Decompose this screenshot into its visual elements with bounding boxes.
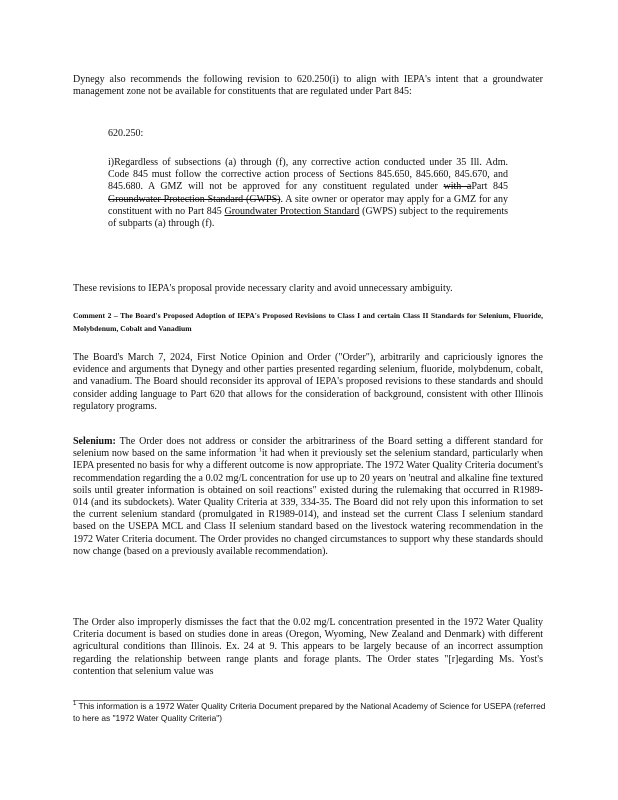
paragraph-recommendation: Dynegy also recommends the following revision to 620.250(i) to align with IEPA's intent that a groundwater management zone not be available for constituents that are regulated under Part 845: bbox=[73, 74, 543, 98]
struck-text-gwps: Groundwater Protection Standard (GWPS) bbox=[108, 193, 281, 205]
quote-text-c: . A site owner or operator may apply for a GMZ for any constituent with no Part 845 bbox=[108, 193, 508, 217]
comment-heading: Comment 2 – The Board's Proposed Adoption of IEPA's Proposed Revisions to Class I and certain Class II Standards for Selenium, Fluoride, Molybdenum, Cobalt and Vanadium bbox=[73, 311, 543, 333]
struck-text-with-a: with a bbox=[443, 181, 472, 193]
quote-section-number: 620.250: bbox=[108, 128, 144, 139]
selenium-label: Selenium: bbox=[73, 436, 116, 447]
paragraph-order-dismisses: The Order also improperly dismisses the fact that the 0.02 mg/L concentration presented in the 1972 Water Quality Criteria document is based on studies done in areas (Oregon, Wyoming, New Zealand and Denmark) with different agricultural conditions than Illinois. Ex. 24 at 9. This appears to be largely because of an incorrect assumption regarding the relationship between range plants and forage plants. The Order states "[r]egarding Ms. Yost's contention that selenium value was bbox=[73, 617, 543, 677]
selenium-text-a: The Order does not address or consider the arbitrariness of the Board setting a different standard for selenium now based on the same information bbox=[73, 436, 543, 460]
footnote-number: 1 bbox=[73, 701, 77, 708]
underlined-text-gwps: Groundwater Protection Standard bbox=[224, 205, 360, 217]
quote-text-d: (GWPS) subject to the requirements of subparts (a) through (f). bbox=[108, 205, 509, 230]
quoted-revision-text bbox=[108, 157, 508, 230]
footnote-reference: 1 bbox=[258, 447, 262, 454]
paragraph-clarity: These revisions to IEPA's proposal provide necessary clarity and avoid unnecessary ambiguity. bbox=[73, 283, 453, 294]
footnote-text: This information is a 1972 Water Quality Criteria Document prepared by the National Academy of Science for USEPA (referred to here as "1972 Water Quality Criteria") bbox=[73, 701, 546, 723]
quote-text-b: Part 845 bbox=[471, 181, 509, 193]
paragraph-board-order: The Board's March 7, 2024, First Notice Opinion and Order ("Order"), arbitrarily and capriciously ignores the evidence and arguments that Dynegy and other parties presented regarding selenium, fluoride, molybdenum, cobalt, and vanadium. The Board should reconsider its approval of IEPA's proposed revisions to these standards and should consider adding language to Part 620 that allows for the consideration of background, consistent with other Illinois regulatory programs. bbox=[73, 352, 543, 412]
footnote bbox=[73, 701, 553, 724]
quote-text-a: i)Regardless of subsections (a) through (f), any corrective action conducted under 35 Ill. Adm. Code 845 must follow the corrective action process of Sections 845.650, 845.660, 845.670, and 845.680. A GMZ will not be approved for any constituent regulated under bbox=[108, 157, 508, 193]
paragraph-selenium bbox=[73, 436, 543, 558]
selenium-text-b: it had when it previously set the selenium standard, particularly when IEPA presented no basis for why a different outcome is now appropriate. The 1972 Water Quality Criteria document's recommendation regarding the a 0.02 mg/L concentration for use up to 20 years on 'neutral and alkaline fine textured soils until greater information is obtained on soil reactions" existed during the rulemaking that occurred in R1989-014 (and its subdockets). Water Quality Criteria at 339, 334-35. The Board did not rely upon this information to set the current selenium standard (promulgated in R1989-014), and instead set the current Class I selenium standard based on the USEPA MCL and Class II selenium standard based on the livestock watering recommendation in the 1972 Water Criteria document. The Order provides no changed circumstances to support why these standards should now change (based on a previously available recommendation). bbox=[73, 448, 544, 557]
